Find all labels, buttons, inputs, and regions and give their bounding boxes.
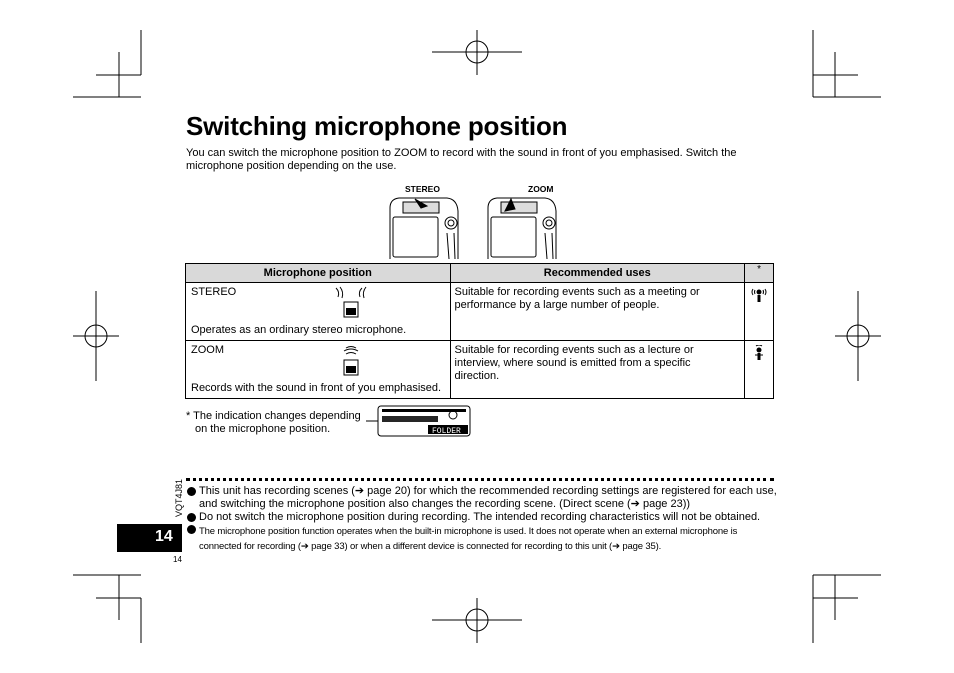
row-position-label: STEREO <box>191 286 237 298</box>
row-uses: Suitable for recording events such as a meeting or performance by a large number of people. <box>454 286 700 311</box>
notes-list <box>187 485 777 554</box>
list-item: Do not switch the microphone position during recording. The intended recording characteristics will not be obtained. <box>187 511 777 524</box>
footnote <box>186 410 361 436</box>
list-item: The microphone position function operates when the built-in microphone is used. It does not operate when an external microphone is connected for recording (➔ page 33) or when a different device is connected for recording to this unit (➔ page 35). <box>187 524 777 554</box>
page-number-small: 14 <box>173 555 182 564</box>
display-screen-illustration <box>366 404 472 438</box>
intro-paragraph: You can switch the microphone position to ZOOM to record with the sound in front of you emphasised. Switch the microphone position depending on the use. <box>186 147 737 172</box>
device-illustration <box>385 193 570 261</box>
header-recommended-uses: Recommended uses <box>450 264 745 283</box>
stereo-figure-label: STEREO <box>405 184 440 194</box>
footnote-line-2: on the microphone position. <box>195 423 331 435</box>
header-indicator: * <box>745 264 774 283</box>
display-folder-text: FOLDER <box>432 427 461 436</box>
footnote-line-1: * The indication changes depending <box>186 410 361 422</box>
stereo-indicator-icon <box>751 287 767 303</box>
table-row <box>186 341 774 399</box>
row-position-label: ZOOM <box>191 344 224 356</box>
microphone-position-table <box>185 263 774 399</box>
row-uses: Suitable for recording events such as a lecture or interview, where sound is emitted from a specific direction. <box>454 344 694 382</box>
page-title: Switching microphone position <box>186 111 568 141</box>
table-header-row <box>186 264 774 283</box>
list-item: This unit has recording scenes (➔ page 20) for which the recommended recording settings are registered for each use, and switching the microphone position also changes the recording scene. (Direct scene (➔ page 23)) <box>187 485 777 511</box>
zoom-indicator-icon <box>751 345 767 361</box>
zoom-pattern-icon <box>332 344 372 376</box>
header-microphone-position: Microphone position <box>186 264 451 283</box>
section-divider <box>186 478 774 481</box>
row-description: Records with the sound in front of you emphasised. <box>191 382 442 394</box>
table-row <box>186 283 774 341</box>
stereo-pattern-icon <box>332 286 372 318</box>
zoom-figure-label: ZOOM <box>528 184 554 194</box>
model-code: VQT4J81 <box>174 478 184 517</box>
row-description: Operates as an ordinary stereo microphone. <box>191 324 407 336</box>
page-number: 14 <box>155 528 173 545</box>
